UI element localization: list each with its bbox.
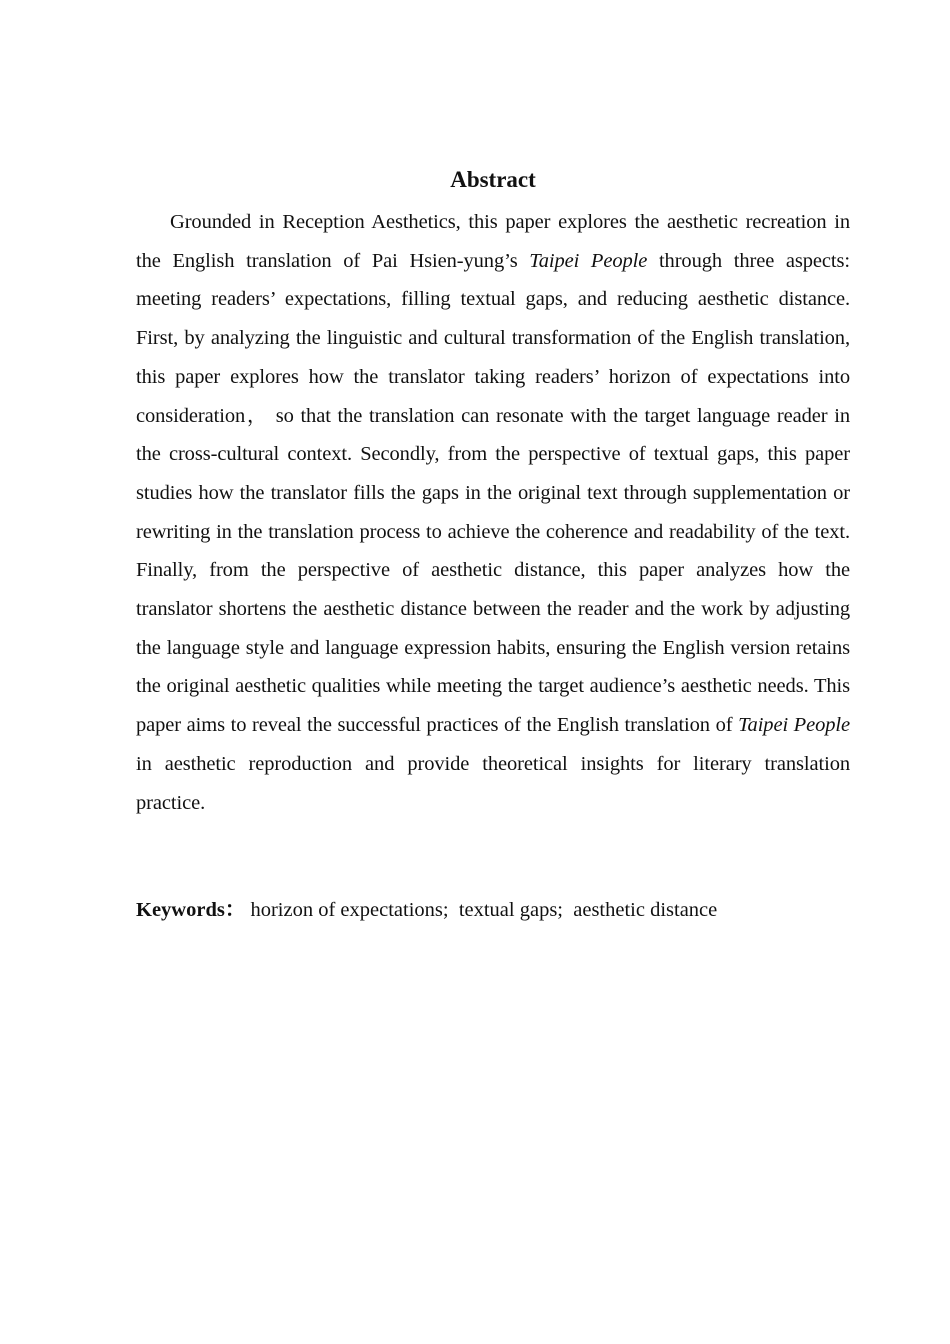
book-title-italic-2: Taipei People — [738, 714, 850, 737]
abstract-text-part-2: through three aspects: meeting readers’ expectations, filling textual gaps, and reducing aesthetic distance. First, by analyzing the linguistic and cultural transformation of the English translation, this paper explores how the translator taking readers’ horizon of expectations into consideration， so that the translation can resonate with the target language reader in the cross-cultural context. Secondly, from the perspective of textual gaps, this paper studies how the translator fills the gaps in the original text through supplementation or rewriting in the translation process to achieve the coherence and readability of the text. Finally, from the perspective of aesthetic distance, this paper analyzes how the translator shortens the aesthetic distance between the reader and the work by adjusting the language style and language expression habits, ensuring the English version retains the original aesthetic qualities while meeting the target audience’s aesthetic needs. This paper aims to reveal the successful practices of the English translation of — [136, 249, 851, 737]
abstract-body — [136, 203, 850, 822]
abstract-text-part-1: Grounded in Reception Aesthetics, this paper explores the aesthetic recreation in the English translation of Pai Hsien-yung’s — [136, 211, 850, 272]
keyword-item: horizon of expectations; — [250, 899, 449, 921]
keywords-line — [136, 892, 850, 928]
keyword-item: aesthetic distance — [573, 899, 718, 921]
abstract-text-part-3: in aesthetic reproduction and provide theoretical insights for literary translation practice. — [136, 752, 850, 814]
keywords-label: Keywords： — [136, 899, 246, 921]
abstract-title: Abstract — [450, 167, 536, 192]
keyword-item: textual gaps; — [458, 899, 563, 921]
book-title-italic-1: Taipei People — [529, 249, 648, 272]
